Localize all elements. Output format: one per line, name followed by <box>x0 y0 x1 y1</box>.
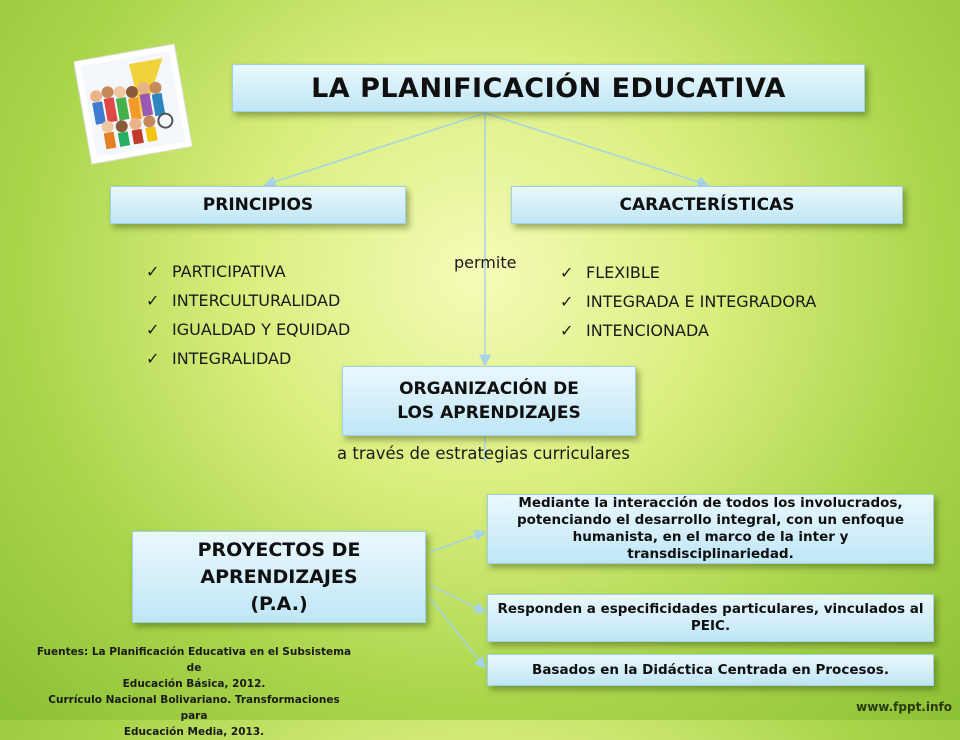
connector-title-caracteristicas <box>485 113 708 185</box>
check-icon: ✓ <box>560 292 574 311</box>
check-icon: ✓ <box>146 349 160 368</box>
list-item: ✓ PARTICIPATIVA <box>146 257 350 286</box>
proyectos-line1: PROYECTOS DE <box>197 538 361 561</box>
descripcion-box-3 <box>487 654 934 686</box>
check-icon: ✓ <box>560 263 574 282</box>
proyectos-box <box>132 531 426 623</box>
caracteristicas-box <box>511 186 903 224</box>
check-icon: ✓ <box>146 291 160 310</box>
check-icon: ✓ <box>146 262 160 281</box>
connector-proyectos-desc1 <box>430 532 485 552</box>
list-item: ✓ INTEGRALIDAD <box>146 344 350 373</box>
page-title: LA PLANIFICACIÓN EDUCATIVA <box>311 72 786 104</box>
brand-watermark: www.fppt.info <box>856 700 952 714</box>
organizacion-line1: ORGANIZACIÓN DE <box>399 379 579 399</box>
a-traves-label: a través de estrategias curriculares <box>337 444 630 463</box>
organizacion-box <box>342 366 636 436</box>
permite-label: permite <box>454 253 517 272</box>
principios-list <box>146 257 350 373</box>
check-icon: ✓ <box>560 321 574 340</box>
descripcion-text-2: Responden a especificidades particulares, vinculados al PEIC. <box>497 601 924 634</box>
descripcion-text-3: Basados en la Didáctica Centrada en Procesos. <box>532 661 889 678</box>
principios-box <box>110 186 406 224</box>
descripcion-box-2 <box>487 594 934 642</box>
descripcion-box-1 <box>487 494 934 564</box>
caracteristicas-list <box>560 258 816 345</box>
title-box <box>232 64 865 112</box>
caracteristicas-heading: CARACTERÍSTICAS <box>619 195 795 215</box>
proyectos-line2: APRENDIZAJES <box>200 565 358 588</box>
children-group-illustration <box>74 42 192 166</box>
organizacion-line2: LOS APRENDIZAJES <box>397 403 581 423</box>
list-item: ✓ FLEXIBLE <box>560 258 816 287</box>
proyectos-line3: (P.A.) <box>250 592 308 615</box>
connector-title-principios <box>265 113 485 185</box>
list-item: ✓ INTENCIONADA <box>560 316 816 345</box>
list-item: ✓ INTEGRADA E INTEGRADORA <box>560 287 816 316</box>
principios-heading: PRINCIPIOS <box>202 195 314 215</box>
list-item: ✓ IGUALDAD Y EQUIDAD <box>146 315 350 344</box>
check-icon: ✓ <box>146 320 160 339</box>
fuentes-note: Fuentes: La Planificación Educativa en el Subsistema de Educación Básica, 2012. Currículo Nacional Bolivariano. Transformaciones para Educación Media, 2013. <box>36 646 352 738</box>
descripcion-text-1: Mediante la interacción de todos los involucrados, potenciando el desarrollo integral, con un enfoque humanista, en el marco de la inter y transdisciplinariedad. <box>516 495 904 562</box>
list-item: ✓ INTERCULTURALIDAD <box>146 286 350 315</box>
